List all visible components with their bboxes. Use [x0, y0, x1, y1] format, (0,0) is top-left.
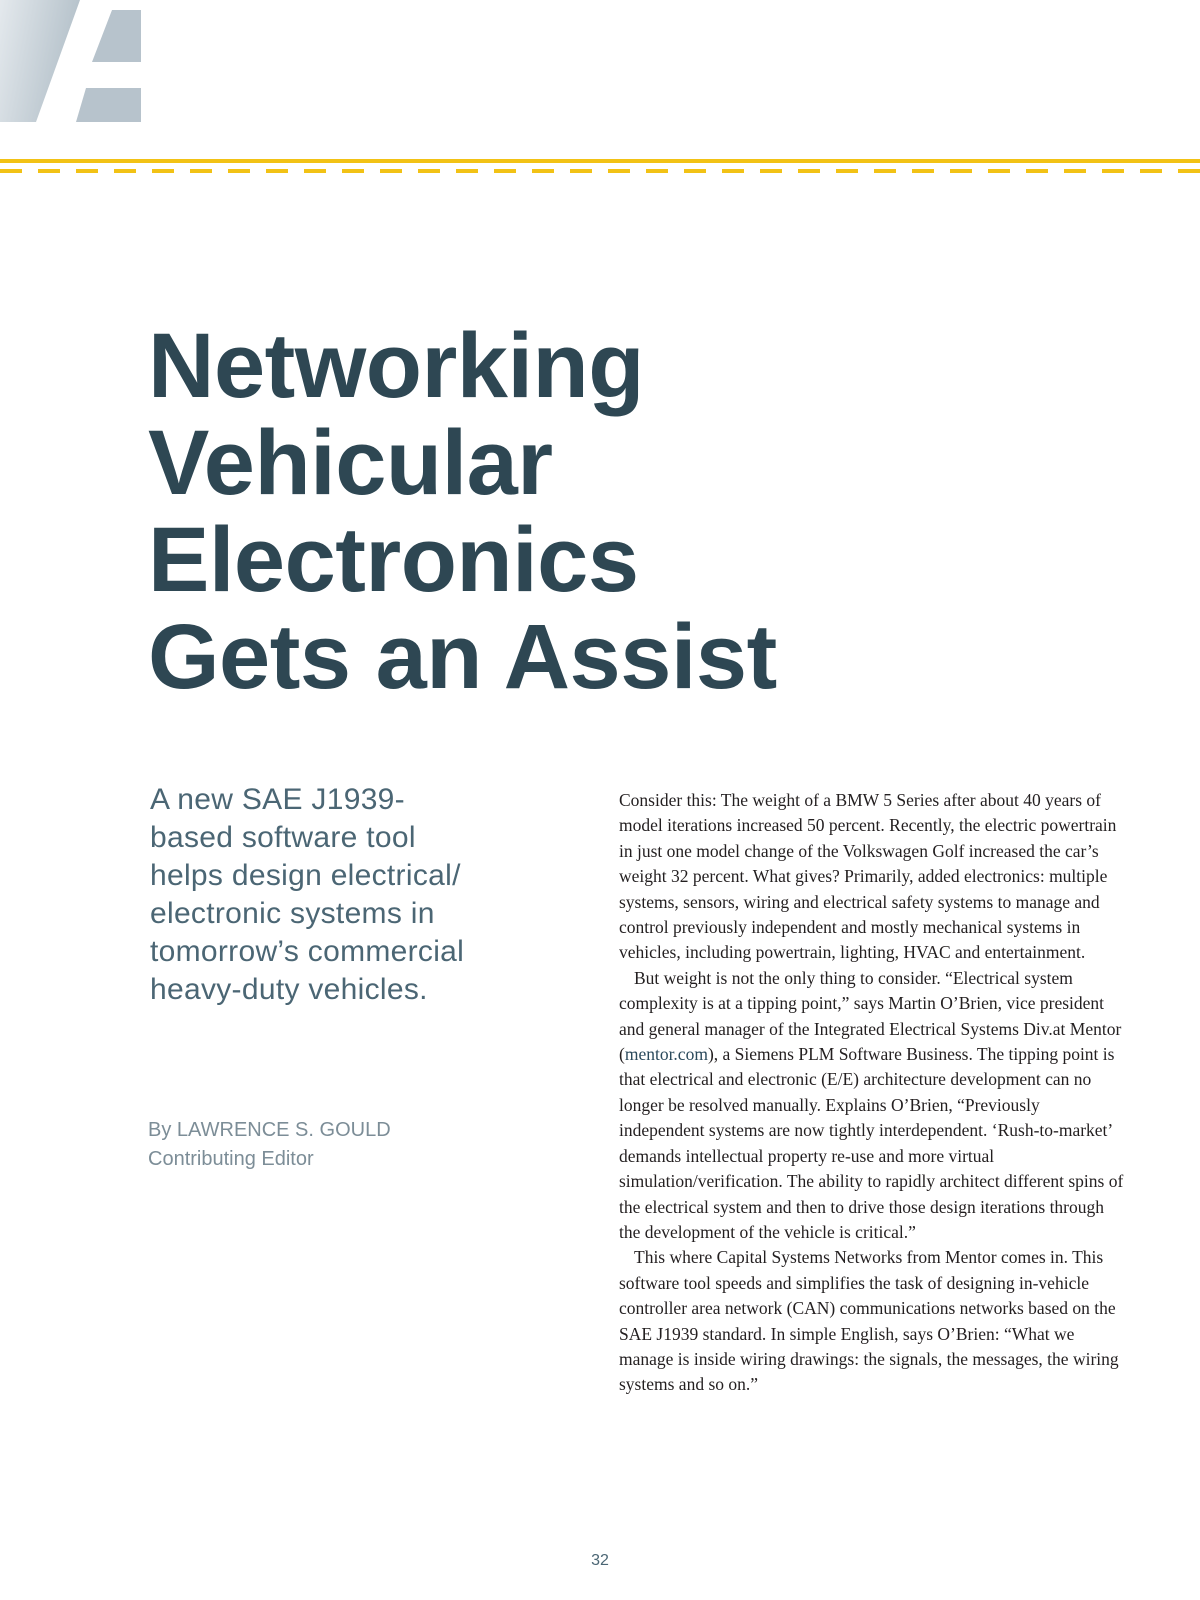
headline-line: Vehicular — [148, 412, 553, 514]
header-rule-solid — [0, 159, 1200, 163]
article-deck — [150, 781, 570, 1009]
body-paragraph-3: This where Capital Systems Networks from Mentor comes in. This software tool speeds and simplifies the task of designing in-vehicle controller area network (CAN) communications networks based on the SAE J1939 standard. In simple English, says O’Brien: “What we manage is inside wiring drawings: the signals, the messages, the wiring systems and so on.” — [619, 1247, 1119, 1395]
article-body — [619, 788, 1129, 1398]
byline — [148, 1116, 548, 1174]
byline-author: By LAWRENCE S. GOULD — [148, 1119, 391, 1141]
page-number: 32 — [591, 1552, 609, 1569]
deck-line: heavy-duty vehicles. — [150, 973, 428, 1006]
body-paragraph-1: Consider this: The weight of a BMW 5 Series after about 40 years of model iterations increased 50 percent. Recently, the electric powertrain in just one model change of the Volkswagen Golf increased the car’s weight 32 percent. What gives? Primarily, added electronics: multiple systems, sensors, wiring and electrical safety systems to manage and control previously independent and mostly mechanical systems in vehicles, including powertrain, lighting, HVAC and entertainment. — [619, 790, 1117, 963]
deck-line: tomorrow’s commercial — [150, 935, 465, 968]
body-paragraph-2 — [619, 966, 1129, 1245]
deck-line: based software tool — [150, 821, 416, 854]
magazine-a-logo-icon — [0, 0, 145, 122]
headline-line: Gets an Assist — [148, 606, 777, 708]
byline-role: Contributing Editor — [148, 1148, 314, 1170]
article-headline — [148, 315, 908, 708]
deck-line: helps design electrical/ — [150, 859, 461, 892]
deck-line: A new SAE J1939- — [150, 783, 405, 816]
body-text-span: But weight is not the only thing to consider. “Electrical system complexity is at a tipping point,” says Martin O’Brien, vice president and general manager of the Integrated Electrical Systems Div.at Mentor ( — [619, 967, 1122, 1065]
headline-line: Electronics — [148, 509, 639, 611]
mentor-link[interactable]: mentor.com — [624, 1044, 708, 1065]
body-text-span: ), a Siemens PLM Software Business. The tipping point is that electrical and electronic (E/E) architecture development can no longer be resolved manually. Explains O’Brien, “Previously independent systems are now tightly interdependent. ‘Rush-to-market’ demands intellectual property re-use and more virtual simulation/verification. The ability to rapidly architect different spins of the electrical system and then to drive those design iterations through the development of the vehicle is critical.” — [619, 1044, 1124, 1242]
headline-line: Networking — [148, 315, 644, 417]
deck-line: electronic systems in — [150, 897, 435, 930]
header-rule-dashed — [0, 169, 1200, 173]
